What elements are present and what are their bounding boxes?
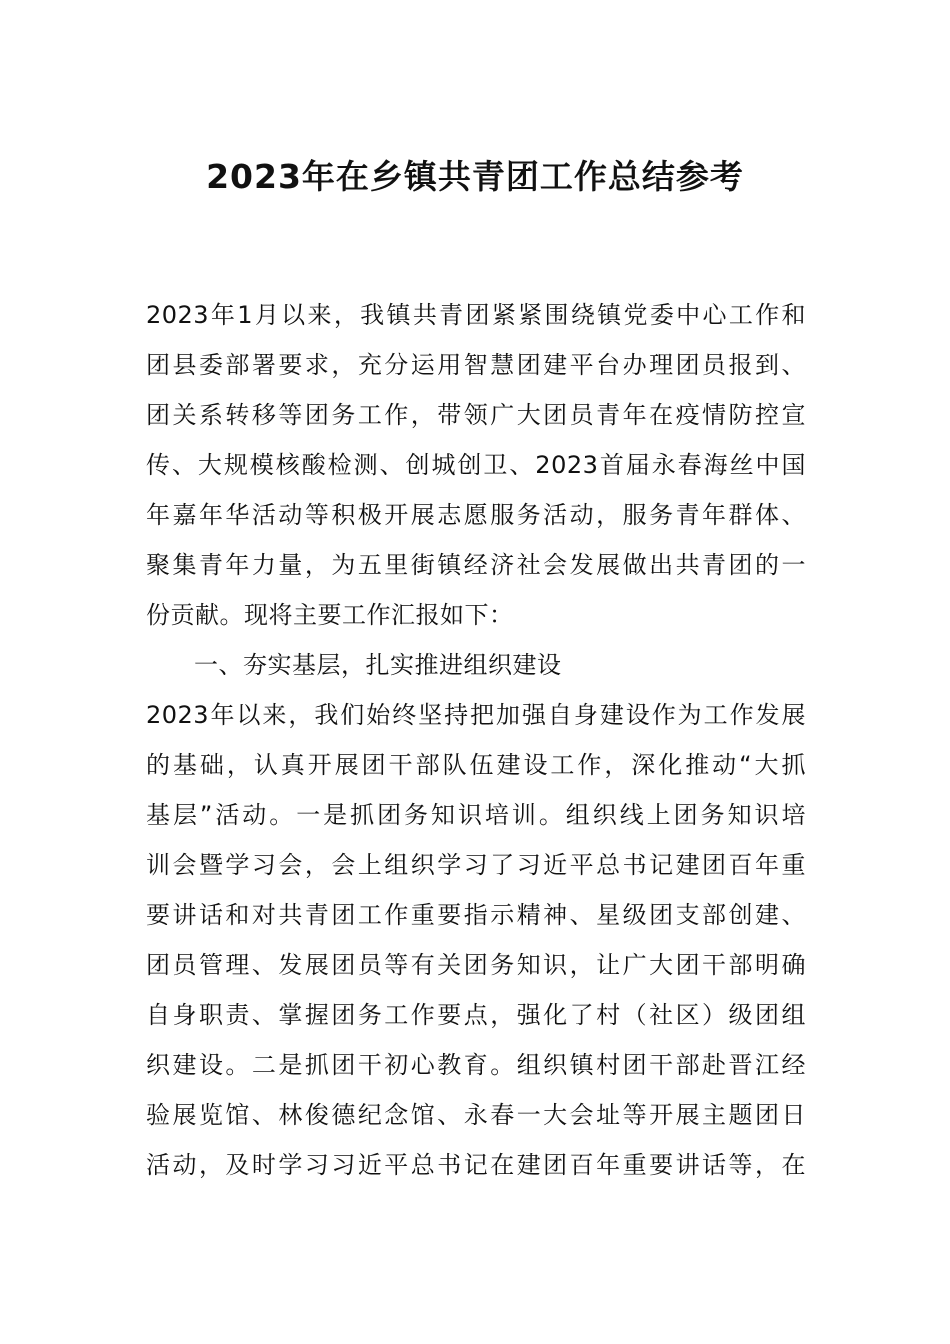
paragraph-line: 2023年以来，我们始终坚持把加强自身建设作为工作发展	[146, 701, 806, 729]
paragraph-line: 年嘉年华活动等积极开展志愿服务活动，服务青年群体、	[146, 501, 806, 529]
section-heading: 一、夯实基层，扎实推进组织建设	[194, 651, 562, 679]
paragraph-line: 传、大规模核酸检测、创城创卫、2023首届永春海丝中国	[146, 451, 806, 479]
paragraph-line: 团县委部署要求，充分运用智慧团建平台办理团员报到、	[146, 351, 806, 379]
paragraph-line: 2023年1月以来，我镇共青团紧紧围绕镇党委中心工作和	[146, 301, 806, 329]
document-body	[146, 290, 806, 1190]
paragraph-line: 团关系转移等团务工作，带领广大团员青年在疫情防控宣	[146, 401, 806, 429]
paragraph-line: 要讲话和对共青团工作重要指示精神、星级团支部创建、	[146, 901, 806, 929]
document-title: 2023年在乡镇共青团工作总结参考	[206, 157, 744, 196]
paragraph-line: 份贡献。现将主要工作汇报如下：	[146, 601, 514, 629]
paragraph-line: 聚集青年力量，为五里街镇经济社会发展做出共青团的一	[146, 551, 806, 579]
paragraph-line: 验展览馆、林俊德纪念馆、永春一大会址等开展主题团日	[146, 1101, 806, 1129]
paragraph-line: 织建设。二是抓团干初心教育。组织镇村团干部赴晋江经	[146, 1051, 806, 1079]
paragraph-line: 自身职责、掌握团务工作要点，强化了村（社区）级团组	[146, 1001, 806, 1029]
paragraph-line: 训会暨学习会，会上组织学习了习近平总书记建团百年重	[146, 851, 806, 879]
paragraph-line: 团员管理、发展团员等有关团务知识，让广大团干部明确	[146, 951, 806, 979]
paragraph-line: 基层”活动。一是抓团务知识培训。组织线上团务知识培	[146, 801, 806, 829]
paragraph-line: 活动，及时学习习近平总书记在建团百年重要讲话等，在	[146, 1151, 806, 1179]
paragraph-line: 的基础，认真开展团干部队伍建设工作，深化推动“大抓	[146, 751, 806, 779]
